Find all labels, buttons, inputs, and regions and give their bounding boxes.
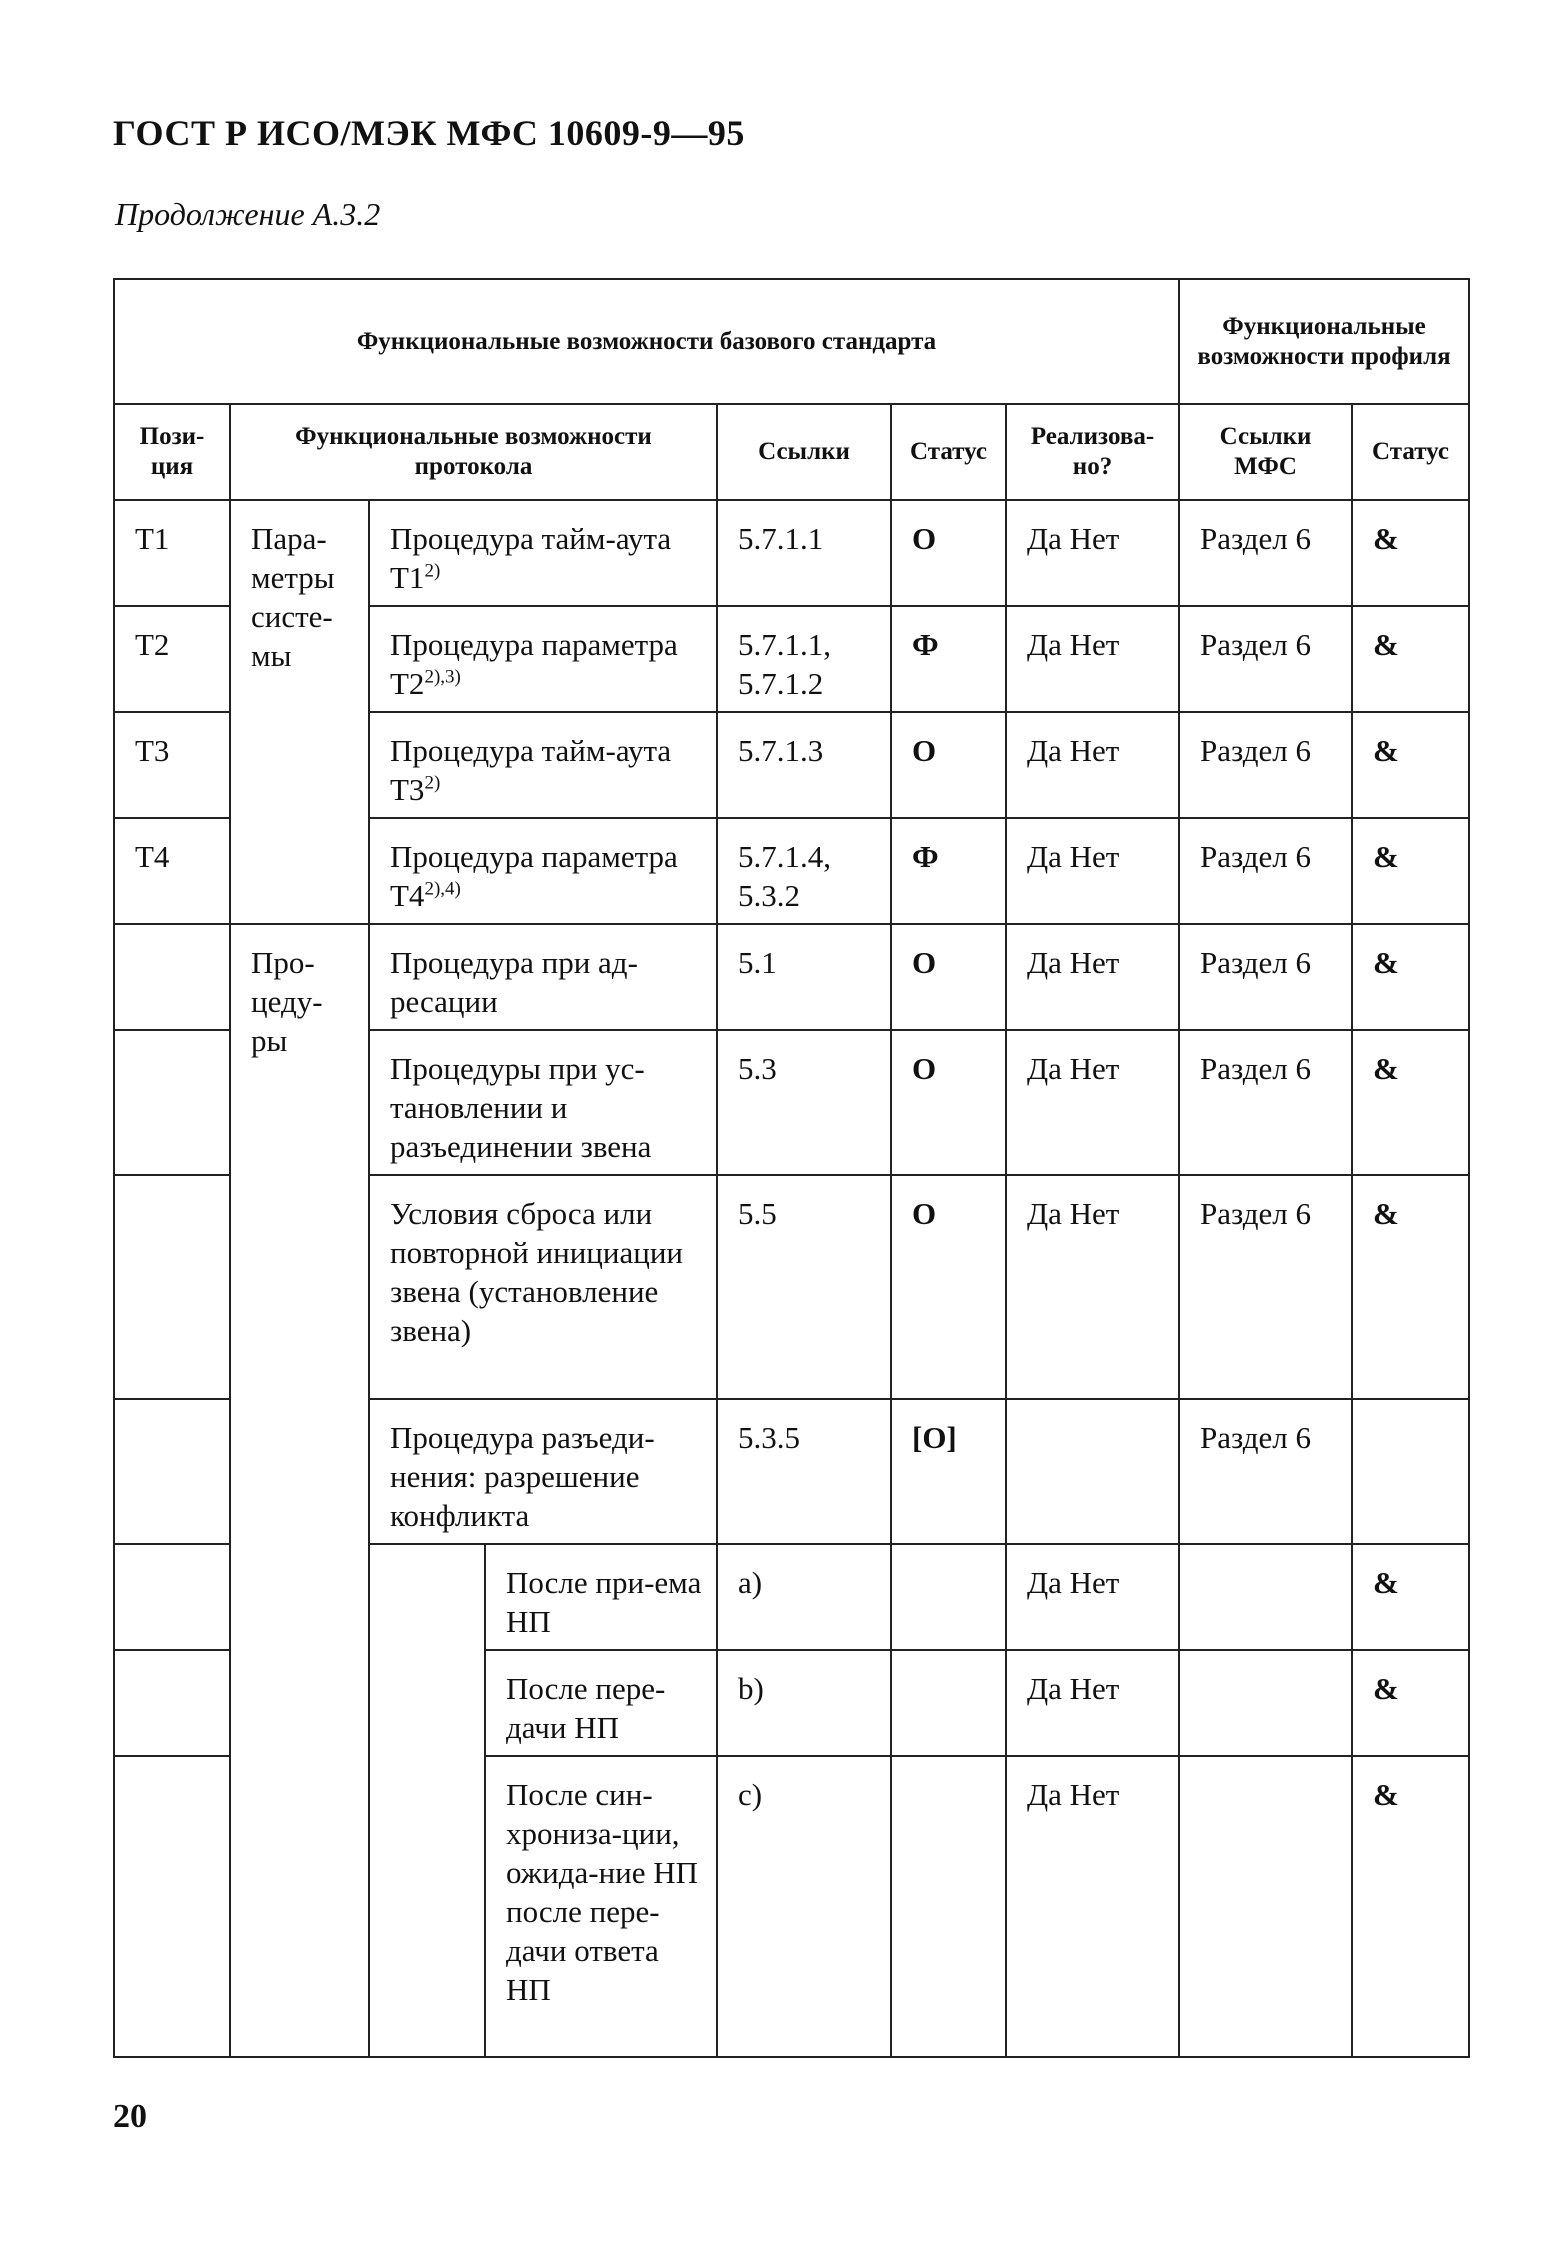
cell-position [114,1544,230,1650]
cell-implemented: Да Нет [1006,1544,1179,1650]
group-procedures: Про-цеду-ры [230,924,369,2057]
header-implemented: Реализова-но? [1006,404,1179,500]
header-status: Статус [891,404,1006,500]
cell-capability: После пере-дачи НП [485,1650,717,1756]
cell-position [114,1030,230,1175]
cell-implemented: Да Нет [1006,1756,1179,2057]
cell-profile-status: & [1352,1650,1469,1756]
cell-profile-status [1352,1399,1469,1544]
cell-status: [О] [891,1399,1006,1544]
cell-mfs-refs: Раздел 6 [1179,712,1352,818]
cell-capability: Процедура тайм-аута T3$^{2)}$ [369,712,717,818]
header-profile: Функциональные возможности профиля [1179,279,1469,404]
cell-capability: Процедуры при ус-тановлении и разъединении звена [369,1030,717,1175]
cell-implemented: Да Нет [1006,1175,1179,1399]
cell-status [891,1650,1006,1756]
cell-mfs-refs: Раздел 6 [1179,1175,1352,1399]
cell-position: T4 [114,818,230,924]
cell-refs: 5.7.1.3 [717,712,891,818]
cell-capability: Процедура параметра $T2^{2),3)}$ [369,606,717,712]
cell-implemented: Да Нет [1006,1650,1179,1756]
header-refs: Ссылки [717,404,891,500]
cell-implemented [1006,1399,1179,1544]
header-capability: Функциональные возможности протокола [230,404,717,500]
cell-capability: После син-хрониза-ции, ожида-ние НП после пере-дачи ответа НП [485,1756,717,2057]
cell-profile-status: & [1352,606,1469,712]
cell-status: О [891,924,1006,1030]
cell-position: T1 [114,500,230,606]
cell-profile-status: & [1352,818,1469,924]
footnote-ref: 2),4) [424,878,461,900]
cell-profile-status: & [1352,1756,1469,2057]
column-header-row [114,404,1469,500]
cell-profile-status: & [1352,1544,1469,1650]
cell-profile-status: & [1352,1175,1469,1399]
cell-position [114,924,230,1030]
group-system-parameters: Пара-метры систе-мы [230,500,369,924]
cell-profile-status: & [1352,1030,1469,1175]
header-position: Пози-ция [114,404,230,500]
cell-capability: После при-ема НП [485,1544,717,1650]
capabilities-table [113,278,1470,2058]
cell-status: Ф [891,606,1006,712]
cell-status: О [891,1175,1006,1399]
cell-capability: Процедура тайм-аута T1$^{2)}$ [369,500,717,606]
document-title: ГОСТ Р ИСО/МЭК МФС 10609-9—95 [113,113,745,153]
cell-implemented: Да Нет [1006,712,1179,818]
cell-mfs-refs: Раздел 6 [1179,818,1352,924]
group-header-row [114,279,1469,404]
cell-status: О [891,1030,1006,1175]
cell-capability: Процедура при ад-ресации [369,924,717,1030]
cell-refs: a) [717,1544,891,1650]
header-mfs-refs: Ссылки МФС [1179,404,1352,500]
footnote-ref: 2) [424,560,441,582]
cell-position [114,1756,230,2057]
cell-capability: Условия сброса или повторной инициации звена (установление звена) [369,1175,717,1399]
cell-refs: 5.7.1.1, 5.7.1.2 [717,606,891,712]
header-profile-status: Статус [1352,404,1469,500]
cell-refs: 5.3 [717,1030,891,1175]
cell-refs: c) [717,1756,891,2057]
cell-position [114,1175,230,1399]
cell-refs: 5.7.1.1 [717,500,891,606]
table-row [114,924,1469,1030]
cell-status: Ф [891,818,1006,924]
cell-mfs-refs [1179,1544,1352,1650]
cell-capability: Процедура разъеди-нения: разрешение конфликта [369,1399,717,1544]
cell-profile-status: & [1352,500,1469,606]
cell-refs: 5.1 [717,924,891,1030]
footnote-ref: 2) [424,772,441,794]
cell-mfs-refs: Раздел 6 [1179,606,1352,712]
cell-refs: 5.5 [717,1175,891,1399]
cell-mfs-refs: Раздел 6 [1179,924,1352,1030]
cell-profile-status: & [1352,924,1469,1030]
header-base-standard: Функциональные возможности базового стандарта [114,279,1179,404]
table-row [114,500,1469,606]
cell-capability: Процедура параметра $T4^{2),4)}$ [369,818,717,924]
cell-mfs-refs: Раздел 6 [1179,1030,1352,1175]
cell-mfs-refs [1179,1650,1352,1756]
cell-position: T3 [114,712,230,818]
cell-implemented: Да Нет [1006,818,1179,924]
document-subtitle: Продолжение А.3.2 [115,196,381,232]
cell-implemented: Да Нет [1006,606,1179,712]
cell-implemented: Да Нет [1006,500,1179,606]
cell-status: О [891,712,1006,818]
cell-position [114,1650,230,1756]
page-number: 20 [113,2098,147,2135]
cell-refs: 5.3.5 [717,1399,891,1544]
cell-refs: 5.7.1.4, 5.3.2 [717,818,891,924]
cell-position: T2 [114,606,230,712]
cell-status: О [891,500,1006,606]
cell-profile-status: & [1352,712,1469,818]
cell-implemented: Да Нет [1006,1030,1179,1175]
cell-implemented: Да Нет [1006,924,1179,1030]
cell-mfs-refs: Раздел 6 [1179,1399,1352,1544]
cell-position [114,1399,230,1544]
cell-refs: b) [717,1650,891,1756]
cell-indent-spacer [369,1544,485,2057]
cell-mfs-refs [1179,1756,1352,2057]
cell-mfs-refs: Раздел 6 [1179,500,1352,606]
cell-status [891,1756,1006,2057]
cell-status [891,1544,1006,1650]
footnote-ref: 2),3) [424,666,461,688]
